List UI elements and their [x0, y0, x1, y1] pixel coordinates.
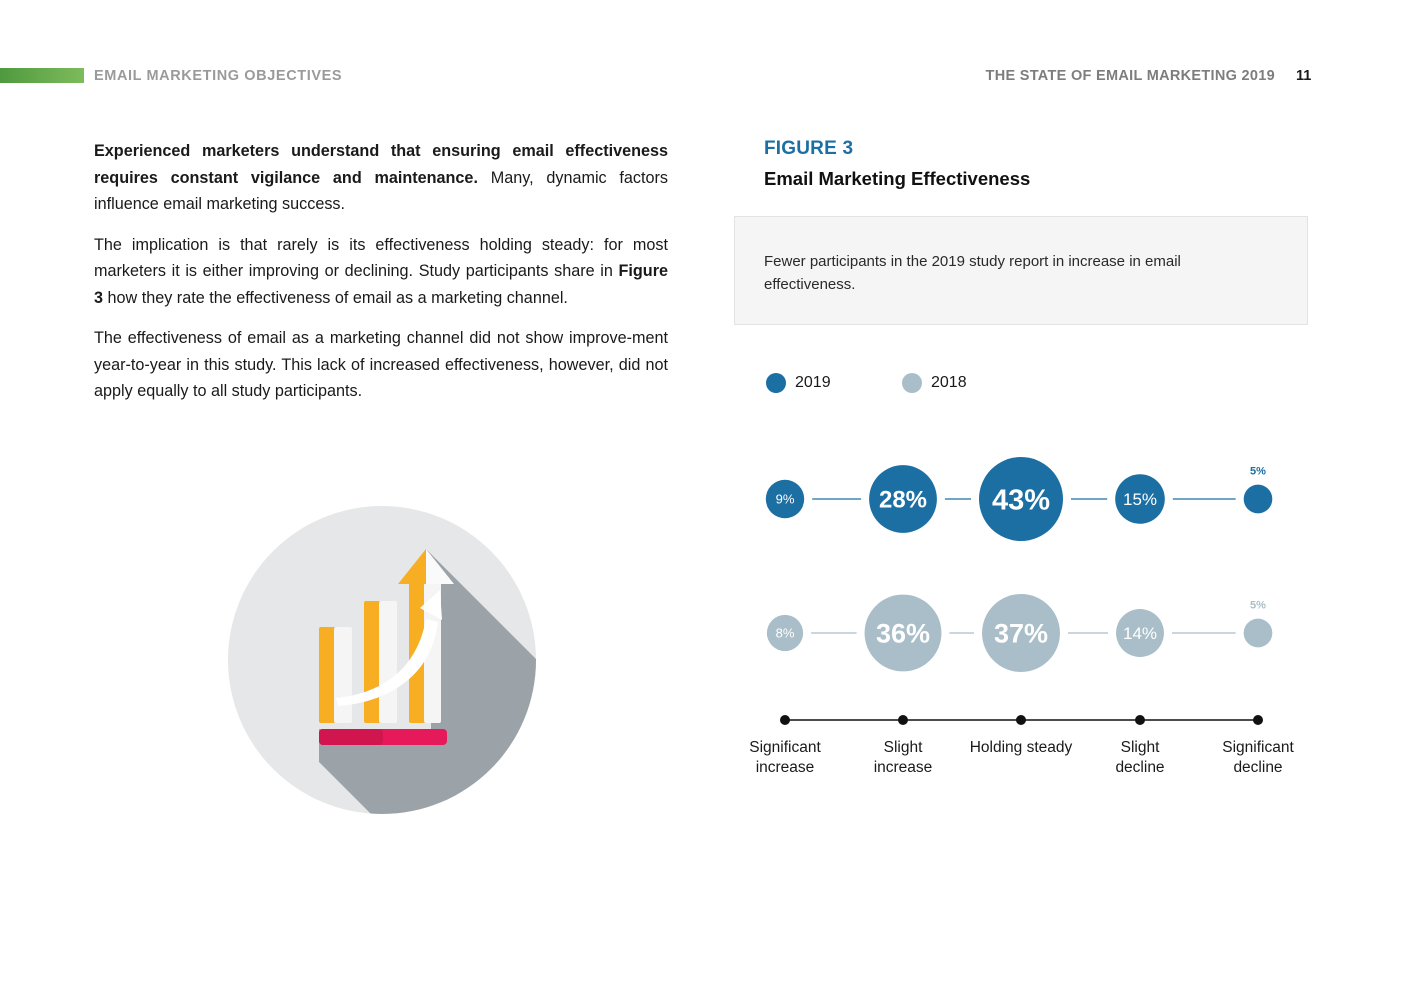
bubble-label-2018-3: 14% [1122, 624, 1158, 644]
bubble-label-2019-0: 9% [775, 491, 795, 507]
category-label-1: Slight increase [873, 739, 933, 776]
page-number: 11 [1296, 68, 1312, 84]
paragraph-1-rest: Many, dynamic factors influence email marketing success. [94, 168, 668, 213]
bubble-label-2019-4: 5% [1250, 465, 1266, 478]
category-tick-0 [780, 715, 790, 725]
category-tick-1 [898, 715, 908, 725]
paragraph-2-end: how they rate the effectiveness of email as a marketing channel. [103, 288, 568, 307]
section-title: EMAIL MARKETING OBJECTIVES [94, 68, 343, 84]
legend-2018 [902, 372, 967, 394]
bubble-label-2018-4: 5% [1250, 599, 1266, 612]
category-label-0: Significant increase [749, 739, 821, 776]
paragraph-3: The effectiveness of email as a marketing channel did not show improve-ment year-to-year in this study. This lack of increased effectiveness, however, did not apply equally to all study participants. [94, 329, 668, 400]
category-label-2: Holding steady [969, 739, 1073, 756]
category-tick-4 [1253, 715, 1263, 725]
category-tick-3 [1135, 715, 1145, 725]
growth-chart-icon [226, 504, 538, 816]
paragraph-2 [94, 232, 668, 312]
figure-title: Email Marketing Effectiveness [764, 168, 1031, 189]
legend-swatch-2018 [902, 373, 922, 393]
callout-box [734, 216, 1308, 325]
bubble-label-2019-1: 28% [878, 486, 928, 514]
bubble-label-2018-0: 8% [775, 625, 795, 641]
body-text [94, 138, 668, 419]
paragraph-1-bold: Experienced marketers understand that ensuring email effectiveness requires constant vigilance and maintenance. [94, 142, 668, 187]
figure-label: FIGURE 3 [764, 138, 854, 159]
legend-2019 [766, 372, 831, 394]
bubble-2019-4 [1244, 485, 1273, 514]
figure-reference: Figure 3 [94, 262, 668, 307]
header-accent-bar [0, 68, 84, 83]
category-label-4: Significant decline [1222, 739, 1294, 776]
legend-label-2019: 2019 [795, 374, 831, 391]
legend-label-2018: 2018 [931, 374, 967, 391]
bubble-label-2019-3: 15% [1122, 490, 1158, 510]
bubble-label-2018-2: 37% [993, 618, 1049, 649]
bubble-label-2019-2: 43% [991, 484, 1051, 517]
category-tick-2 [1016, 715, 1026, 725]
category-label-3: Slight decline [1115, 739, 1165, 776]
legend-swatch-2019 [766, 373, 786, 393]
callout-text: Fewer participants in the 2019 study report in increase in email effectiveness. [764, 253, 1181, 293]
bubble-2018-4 [1244, 619, 1273, 648]
paragraph-1 [94, 138, 668, 218]
bubble-label-2018-1: 36% [875, 618, 931, 649]
paragraph-2-start: The implication is that rarely is its effectiveness holding steady: for most marketers it is either improving or declining. Study participants share in [94, 235, 668, 280]
effectiveness-bubble-chart [734, 440, 1334, 740]
report-title: THE STATE OF EMAIL MARKETING 2019 [985, 68, 1275, 84]
